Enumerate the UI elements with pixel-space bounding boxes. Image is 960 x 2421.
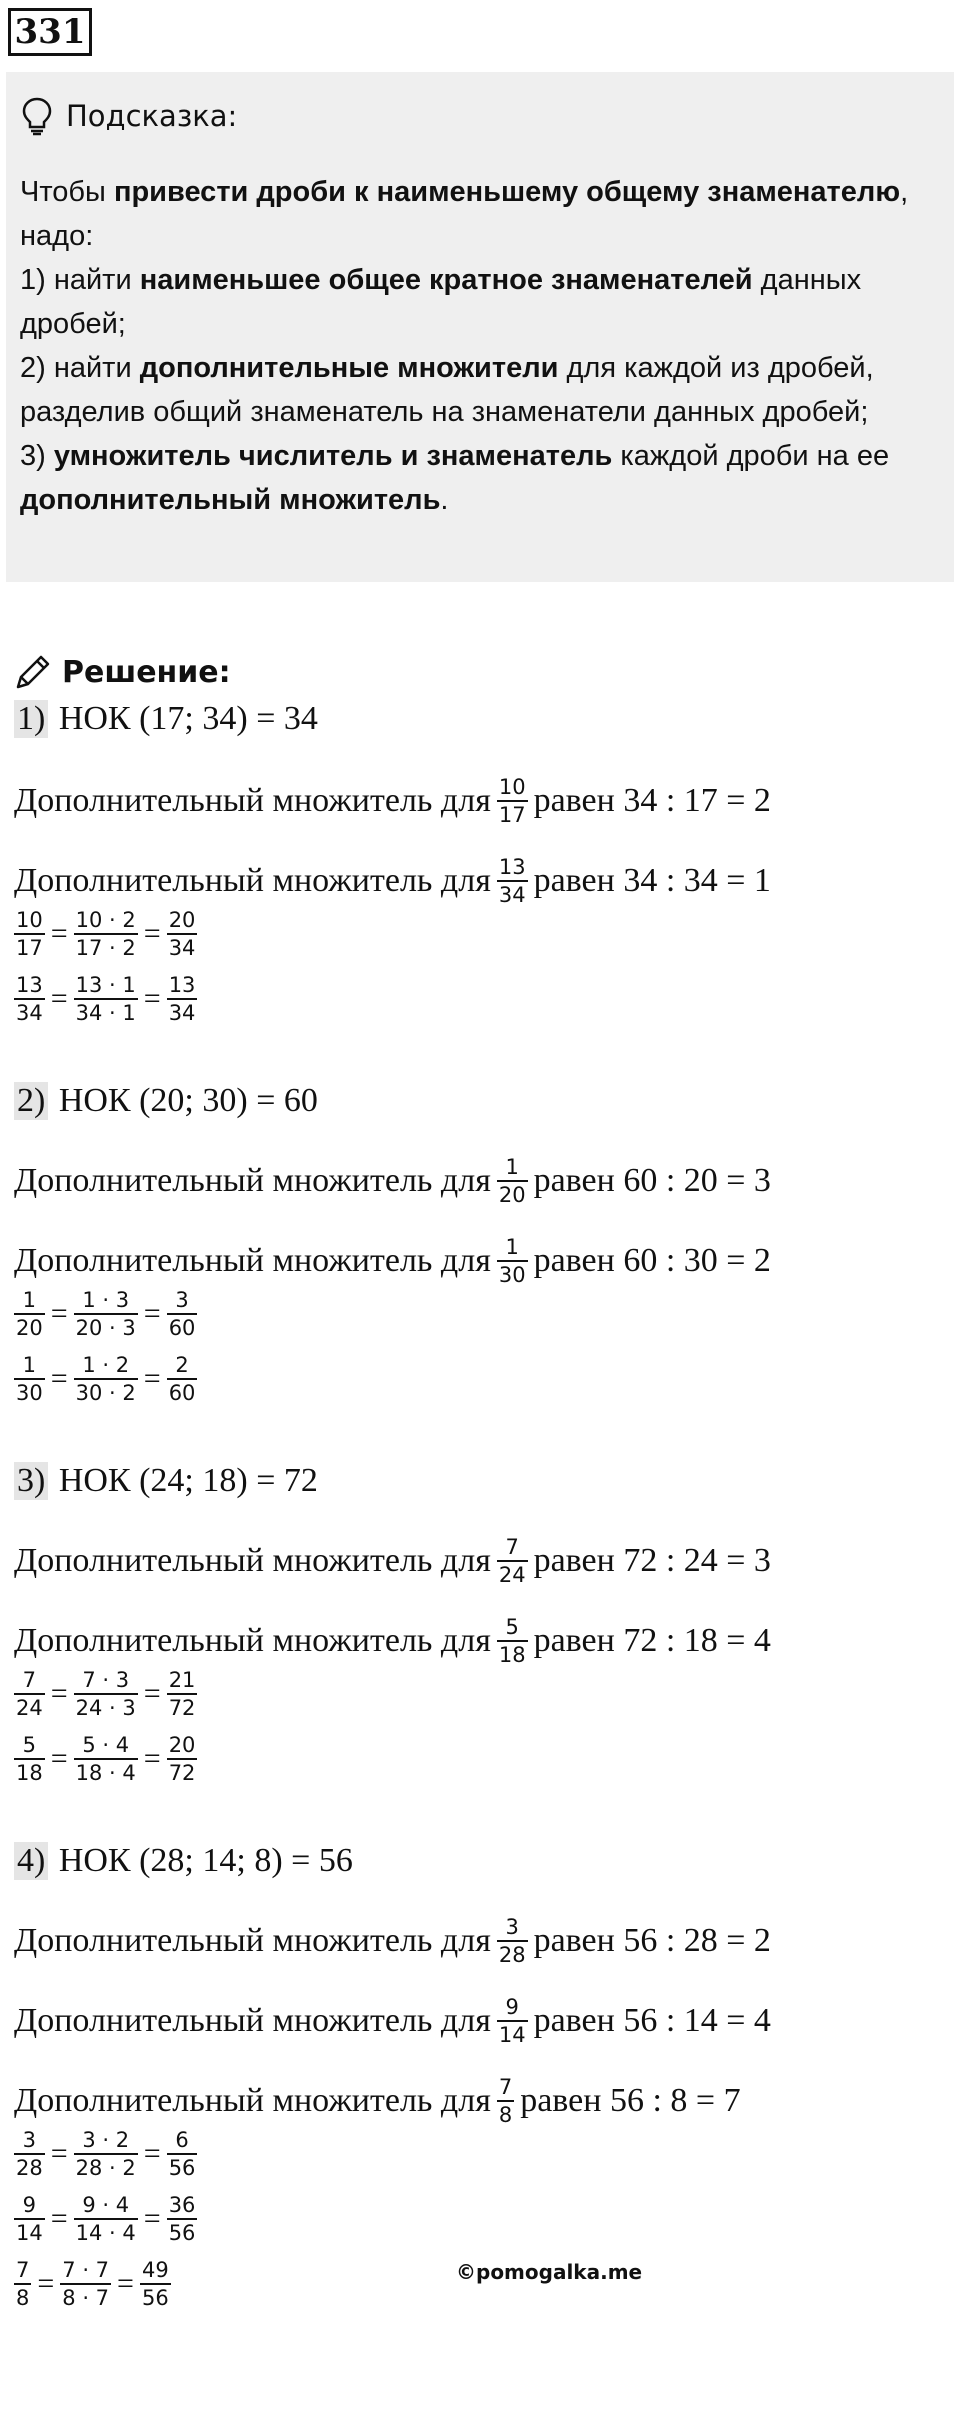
numerator: 3 [505, 1915, 519, 1939]
denominator: 20 [497, 1180, 528, 1208]
numerator: 20 [168, 908, 196, 932]
hint-text: для каждой из дробей, разделив общий знаменатель на знаменатели данных дробей; [20, 352, 874, 428]
equals-sign: = [143, 1742, 161, 1775]
fraction [167, 2192, 198, 2246]
numerator: 9 [22, 2193, 37, 2217]
hint-text: 2) найти [20, 352, 140, 384]
denominator: 17 [497, 800, 528, 828]
equals-word: равен [533, 1922, 615, 1959]
denominator: 8 [14, 2283, 31, 2311]
multiplier-result: 72 : 18 = 4 [623, 1622, 771, 1659]
step-number: 2) [14, 1082, 48, 1120]
multiplier-result: 34 : 34 = 1 [623, 862, 771, 899]
fraction [14, 1287, 45, 1341]
fraction-equation [12, 972, 199, 1026]
fraction [60, 2257, 111, 2311]
fraction [167, 1352, 198, 1406]
denominator: 8 [497, 2100, 514, 2128]
hint-text: 1) найти [20, 264, 140, 296]
multiplier-line [14, 1234, 771, 1288]
fraction [14, 2257, 31, 2311]
numerator: 10 [16, 908, 43, 932]
denominator: 56 [167, 2153, 198, 2181]
numerator: 21 [168, 1668, 196, 1692]
fraction-equation [12, 1287, 199, 1341]
equals-word: равен [520, 2082, 602, 2119]
denominator: 28 [497, 1940, 528, 1968]
fraction [497, 1534, 528, 1588]
equals-word: равен [533, 1162, 615, 1199]
watermark: ©pomogalka.me [456, 2260, 643, 2284]
fraction [74, 1287, 138, 1341]
numerator: 13 · 1 [75, 973, 136, 997]
multiplier-result: 34 : 17 = 2 [623, 782, 771, 819]
equals-sign: = [117, 2267, 134, 2300]
multiplier-result: 60 : 20 = 3 [623, 1162, 771, 1199]
fraction [167, 1287, 198, 1341]
numerator: 7 · 3 [82, 1668, 130, 1692]
denominator: 20 · 3 [74, 1313, 138, 1341]
denominator: 30 · 2 [74, 1378, 138, 1406]
multiplier-label: Дополнительный множитель для [14, 1622, 491, 1659]
multiplier-line [14, 1534, 771, 1588]
hint-step-3 [20, 434, 940, 522]
fraction [74, 2192, 138, 2246]
denominator: 24 [14, 1693, 45, 1721]
nok-text: НОК (17; 34) = 34 [58, 700, 318, 737]
denominator: 18 · 4 [74, 1758, 138, 1786]
nok-line [14, 1842, 353, 1880]
denominator: 18 [497, 1640, 528, 1668]
nok-line [14, 700, 318, 738]
denominator: 34 [14, 998, 45, 1026]
fraction-equation [12, 2192, 199, 2246]
hint-text: . [440, 484, 449, 516]
equals-word: равен [533, 862, 615, 899]
multiplier-label: Дополнительный множитель для [14, 2002, 491, 2039]
multiplier-result: 72 : 24 = 3 [623, 1542, 771, 1579]
hint-text: каждой дроби на ее [612, 440, 890, 472]
numerator: 3 · 2 [82, 2128, 130, 2152]
numerator: 9 [505, 1995, 519, 2019]
fraction [497, 854, 528, 908]
denominator: 56 [167, 2218, 198, 2246]
equals-sign: = [143, 917, 161, 950]
multiplier-result: 56 : 8 = 7 [609, 2082, 741, 2119]
denominator: 24 [497, 1560, 528, 1588]
denominator: 14 [14, 2218, 45, 2246]
multiplier-result: 60 : 30 = 2 [623, 1242, 771, 1279]
fraction [14, 907, 45, 961]
numerator: 1 [505, 1235, 519, 1259]
hint-text: Чтобы [20, 176, 114, 208]
numerator: 5 · 4 [82, 1733, 130, 1757]
multiplier-result: 56 : 14 = 4 [623, 2002, 771, 2039]
hint-title-text: Подсказка: [66, 99, 238, 133]
denominator: 24 · 3 [74, 1693, 138, 1721]
denominator: 34 · 1 [74, 998, 138, 1026]
pencil-icon [12, 651, 54, 693]
step-number: 4) [14, 1842, 48, 1880]
denominator: 20 [14, 1313, 45, 1341]
fraction [74, 1352, 138, 1406]
denominator: 17 [14, 933, 45, 961]
fraction [14, 2127, 45, 2181]
equals-sign: = [50, 1362, 68, 1395]
fraction [74, 2127, 138, 2181]
numerator: 13 [168, 973, 196, 997]
numerator: 1 [505, 1155, 519, 1179]
solution-title: Решение: [62, 654, 231, 690]
numerator: 7 [498, 2075, 513, 2099]
denominator: 34 [497, 880, 528, 908]
fraction [140, 2257, 171, 2311]
hint-body [20, 170, 940, 522]
hint-box [6, 72, 954, 582]
fraction [497, 1154, 528, 1208]
equals-sign: = [143, 1677, 161, 1710]
nok-text: НОК (20; 30) = 60 [58, 1082, 318, 1119]
denominator: 18 [14, 1758, 45, 1786]
multiplier-line [14, 1994, 771, 2048]
fraction [167, 972, 198, 1026]
fraction [167, 907, 198, 961]
numerator: 9 · 4 [82, 2193, 130, 2217]
numerator: 1 [22, 1353, 37, 1377]
equals-sign: = [50, 1742, 68, 1775]
multiplier-line [14, 1914, 771, 1968]
hint-bold: дополнительные множители [139, 352, 559, 384]
equals-word: равен [533, 2002, 615, 2039]
fraction [14, 1352, 45, 1406]
denominator: 28 [14, 2153, 45, 2181]
equals-sign: = [50, 982, 68, 1015]
solution-heading [12, 650, 231, 694]
fraction [167, 2127, 198, 2181]
denominator: 14 · 4 [74, 2218, 138, 2246]
equals-word: равен [533, 1242, 615, 1279]
numerator: 3 [175, 1288, 189, 1312]
denominator: 28 · 2 [74, 2153, 138, 2181]
numerator: 10 · 2 [75, 908, 136, 932]
fraction [14, 972, 45, 1026]
fraction [497, 2074, 514, 2128]
fraction-equation [12, 2257, 173, 2311]
hint-text: 3) [20, 440, 54, 472]
multiplier-line [14, 1154, 771, 1208]
numerator: 1 · 3 [82, 1288, 130, 1312]
fraction-equation [12, 1352, 199, 1406]
fraction [167, 1667, 198, 1721]
multiplier-label: Дополнительный множитель для [14, 1922, 491, 1959]
fraction [74, 1667, 138, 1721]
equals-sign: = [37, 2267, 55, 2300]
fraction [14, 2192, 45, 2246]
equals-word: равен [533, 1542, 615, 1579]
numerator: 1 · 2 [82, 1353, 130, 1377]
fraction [497, 1994, 528, 2048]
step-number: 1) [14, 700, 48, 738]
numerator: 5 [505, 1615, 519, 1639]
numerator: 13 [498, 855, 526, 879]
multiplier-label: Дополнительный множитель для [14, 1242, 491, 1279]
numerator: 6 [175, 2128, 189, 2152]
numerator: 2 [175, 1353, 189, 1377]
multiplier-label: Дополнительный множитель для [14, 1162, 491, 1199]
equals-sign: = [50, 917, 68, 950]
fraction [497, 1614, 528, 1668]
fraction-equation [12, 1732, 199, 1786]
fraction [14, 1667, 45, 1721]
hint-bold: умножитель числитель и знаменатель [53, 440, 613, 472]
fraction [14, 1732, 45, 1786]
problem-number: 331 [8, 8, 92, 56]
multiplier-line [14, 854, 771, 908]
numerator: 1 [22, 1288, 37, 1312]
hint-intro [20, 170, 940, 258]
multiplier-line [14, 774, 771, 828]
multiplier-label: Дополнительный множитель для [14, 2082, 491, 2119]
denominator: 30 [497, 1260, 528, 1288]
hint-step-2 [20, 346, 940, 434]
fraction [74, 907, 138, 961]
equals-sign: = [50, 2137, 68, 2170]
lightbulb-icon [20, 96, 54, 136]
hint-text: , надо: [20, 176, 909, 252]
fraction [497, 774, 528, 828]
denominator: 34 [167, 933, 198, 961]
fraction [497, 1234, 528, 1288]
hint-text: данных дробей; [20, 264, 862, 340]
equals-word: равен [533, 1622, 615, 1659]
hint-bold: дополнительный множитель [20, 484, 441, 516]
hint-bold: наименьшее общее кратное знаменателей [139, 264, 753, 296]
step-number: 3) [14, 1462, 48, 1500]
numerator: 7 [22, 1668, 37, 1692]
fraction-equation [12, 2127, 199, 2181]
nok-text: НОК (24; 18) = 72 [58, 1462, 318, 1499]
denominator: 56 [140, 2283, 171, 2311]
nok-line [14, 1462, 318, 1500]
fraction-equation [12, 907, 199, 961]
multiplier-result: 56 : 28 = 2 [623, 1922, 771, 1959]
multiplier-label: Дополнительный множитель для [14, 1542, 491, 1579]
equals-sign: = [143, 1297, 161, 1330]
equals-sign: = [143, 982, 161, 1015]
fraction [74, 1732, 138, 1786]
fraction [497, 1914, 528, 1968]
multiplier-label: Дополнительный множитель для [14, 782, 491, 819]
denominator: 8 · 7 [60, 2283, 111, 2311]
denominator: 30 [14, 1378, 45, 1406]
multiplier-line [14, 2074, 741, 2128]
numerator: 36 [168, 2193, 196, 2217]
nok-text: НОК (28; 14; 8) = 56 [58, 1842, 353, 1879]
denominator: 34 [167, 998, 198, 1026]
numerator: 10 [498, 775, 526, 799]
equals-sign: = [143, 2137, 161, 2170]
multiplier-line [14, 1614, 771, 1668]
numerator: 3 [22, 2128, 37, 2152]
fraction [74, 972, 138, 1026]
denominator: 72 [167, 1758, 198, 1786]
nok-line [14, 1082, 318, 1120]
numerator: 7 [505, 1535, 519, 1559]
fraction-equation [12, 1667, 199, 1721]
equals-word: равен [533, 782, 615, 819]
denominator: 17 · 2 [74, 933, 138, 961]
denominator: 72 [167, 1693, 198, 1721]
hint-step-1 [20, 258, 940, 346]
equals-sign: = [50, 2202, 68, 2235]
denominator: 60 [167, 1378, 198, 1406]
fraction [167, 1732, 198, 1786]
equals-sign: = [143, 2202, 161, 2235]
denominator: 14 [497, 2020, 528, 2048]
multiplier-label: Дополнительный множитель для [14, 862, 491, 899]
numerator: 7 [16, 2258, 30, 2282]
numerator: 5 [22, 1733, 37, 1757]
equals-sign: = [50, 1677, 68, 1710]
hint-title [20, 96, 940, 136]
numerator: 49 [141, 2258, 169, 2282]
equals-sign: = [50, 1297, 68, 1330]
numerator: 13 [16, 973, 43, 997]
hint-bold: привести дроби к наименьшему общему знаменателю [113, 176, 901, 208]
equals-sign: = [143, 1362, 161, 1395]
numerator: 20 [168, 1733, 196, 1757]
numerator: 7 · 7 [62, 2258, 110, 2282]
denominator: 60 [167, 1313, 198, 1341]
